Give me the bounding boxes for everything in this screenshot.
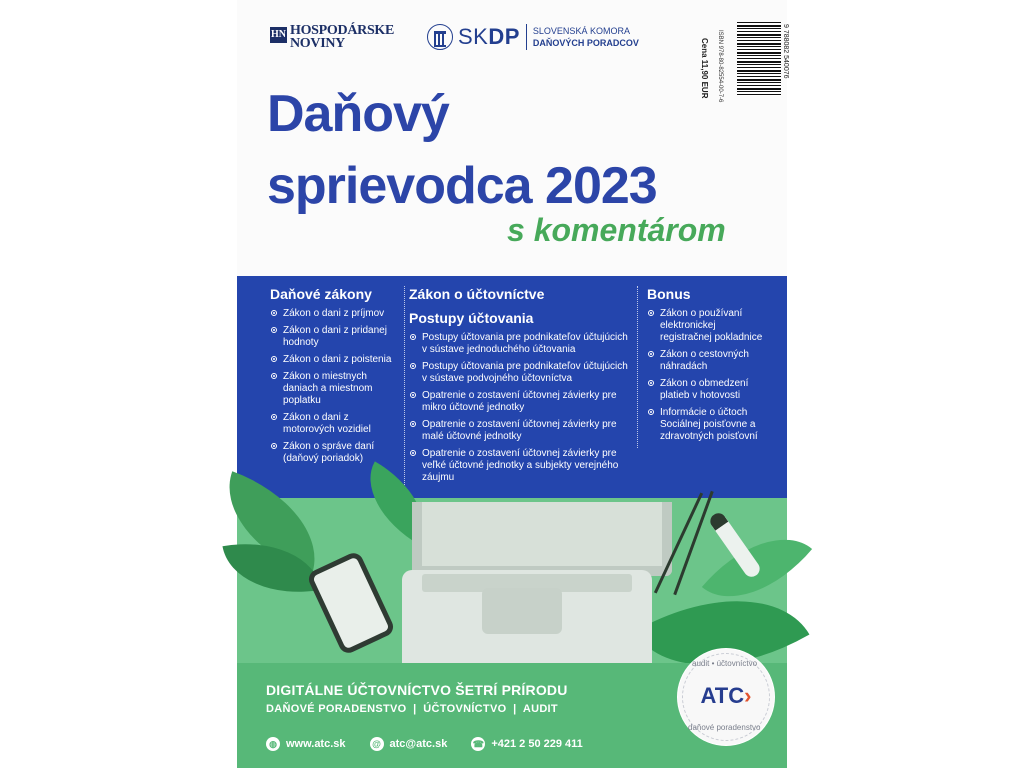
list-item: Zákon o dani z poistenia <box>270 354 395 366</box>
atc-logo-text: ATC <box>700 683 745 708</box>
globe-icon: ◍ <box>266 737 280 751</box>
skdp-abbr <box>458 24 520 50</box>
hn-line1: HOSPODÁRSKE <box>290 23 395 38</box>
col2-heading1: Zákon o účtovníctve <box>409 286 545 302</box>
col2-list <box>409 332 635 484</box>
list-item: Zákon o správe daní (daňový poriadok) <box>270 441 395 465</box>
contents-col-bonus <box>637 286 768 448</box>
subtitle: s komentárom <box>507 212 726 248</box>
contact-email-text: atc@atc.sk <box>389 738 448 750</box>
price-label: Cena 11,90 EUR <box>700 38 709 99</box>
skdp-divider <box>526 24 527 50</box>
footer-services: DAŇOVÉ PORADENSTVO | ÚČTOVNÍCTVO | AUDIT <box>266 703 558 715</box>
list-item: Opatrenie o zostavení účtovnej závierky pre mikro účtovné jednotky <box>409 390 635 414</box>
isbn-label: ISBN 978-80-82554-00-7-6 <box>717 30 723 103</box>
col2-heading2: Postupy účtovania <box>409 310 534 326</box>
skdp-logo <box>427 24 639 50</box>
list-item: Informácie o účtoch Sociálnej poisťovne a zdravotných poisťovní <box>647 407 768 443</box>
list-item: Zákon o miestnych daniach a miestnom poplatku <box>270 371 395 407</box>
contact-web <box>266 737 346 751</box>
barcode-number: 9 788082 540076 <box>782 24 789 79</box>
arrow-icon: › <box>744 683 752 708</box>
phone-icon: ☎ <box>472 739 484 749</box>
hn-logo <box>270 24 394 50</box>
hn-logo-box: HN <box>270 27 287 43</box>
contact-web-text: www.atc.sk <box>286 738 346 750</box>
list-item: Postupy účtovania pre podnikateľov účtujúcich v sústave jednoduchého účtovania <box>409 332 635 356</box>
title-line2: sprievodca 2023 <box>267 157 657 215</box>
contact-phone-text: +421 2 50 229 411 <box>491 738 583 750</box>
atc-badge <box>677 648 775 746</box>
contents-col-accounting <box>404 286 635 489</box>
smartphone <box>306 550 397 656</box>
footer-contacts <box>266 737 607 751</box>
list-item: Opatrenie o zostavení účtovnej závierky pre malé účtovné jednotky <box>409 419 635 443</box>
contact-email <box>370 737 448 751</box>
skdp-name <box>533 25 639 49</box>
laptop-screen <box>412 502 672 576</box>
atc-logo <box>678 683 774 709</box>
badge-bottom-text: daňové poradenstvo <box>688 723 761 732</box>
col1-heading: Daňové zákony <box>270 286 372 302</box>
contents-panel <box>237 276 787 498</box>
skdp-abbr-light: SK <box>458 24 489 49</box>
book-cover <box>237 0 787 768</box>
building-icon <box>427 24 453 50</box>
col3-heading: Bonus <box>647 286 691 302</box>
skdp-name-line1: SLOVENSKÁ KOMORA <box>532 26 630 36</box>
barcode <box>737 22 781 96</box>
list-item: Zákon o dani z príjmov <box>270 308 395 320</box>
desk-illustration <box>237 498 787 663</box>
laptop-touchpad <box>482 588 562 634</box>
hn-logo-text <box>290 24 394 50</box>
contact-phone <box>471 737 582 751</box>
list-item: Opatrenie o zostavení účtovnej závierky pre veľké účtovné jednotky a subjekty verejného záujmu <box>409 448 635 484</box>
list-item: Zákon o používaní elektronickej registračnej pokladnice <box>647 308 768 344</box>
list-item: Postupy účtovania pre podnikateľov účtujúcich v sústave podvojného účtovníctva <box>409 361 635 385</box>
badge-top-text: audit • účtovníctvo <box>692 659 758 668</box>
skdp-name-line2: DAŇOVÝCH PORADCOV <box>532 38 639 48</box>
hn-line2: NOVINY <box>290 36 345 51</box>
list-item: Zákon o dani z pridanej hodnoty <box>270 325 395 349</box>
list-item: Zákon o dani z motorových vozidiel <box>270 412 395 436</box>
list-item: Zákon o cestovných náhradách <box>647 349 768 373</box>
at-icon: @ <box>370 737 384 751</box>
footer-tagline: DIGITÁLNE ÚČTOVNÍCTVO ŠETRÍ PRÍRODU <box>266 682 568 698</box>
contents-col-tax-laws <box>270 286 395 470</box>
list-item: Zákon o obmedzení platieb v hotovosti <box>647 378 768 402</box>
col1-list <box>270 308 395 465</box>
title-line1: Daňový <box>267 85 449 143</box>
col3-list <box>647 308 768 443</box>
skdp-abbr-bold: DP <box>488 24 520 49</box>
